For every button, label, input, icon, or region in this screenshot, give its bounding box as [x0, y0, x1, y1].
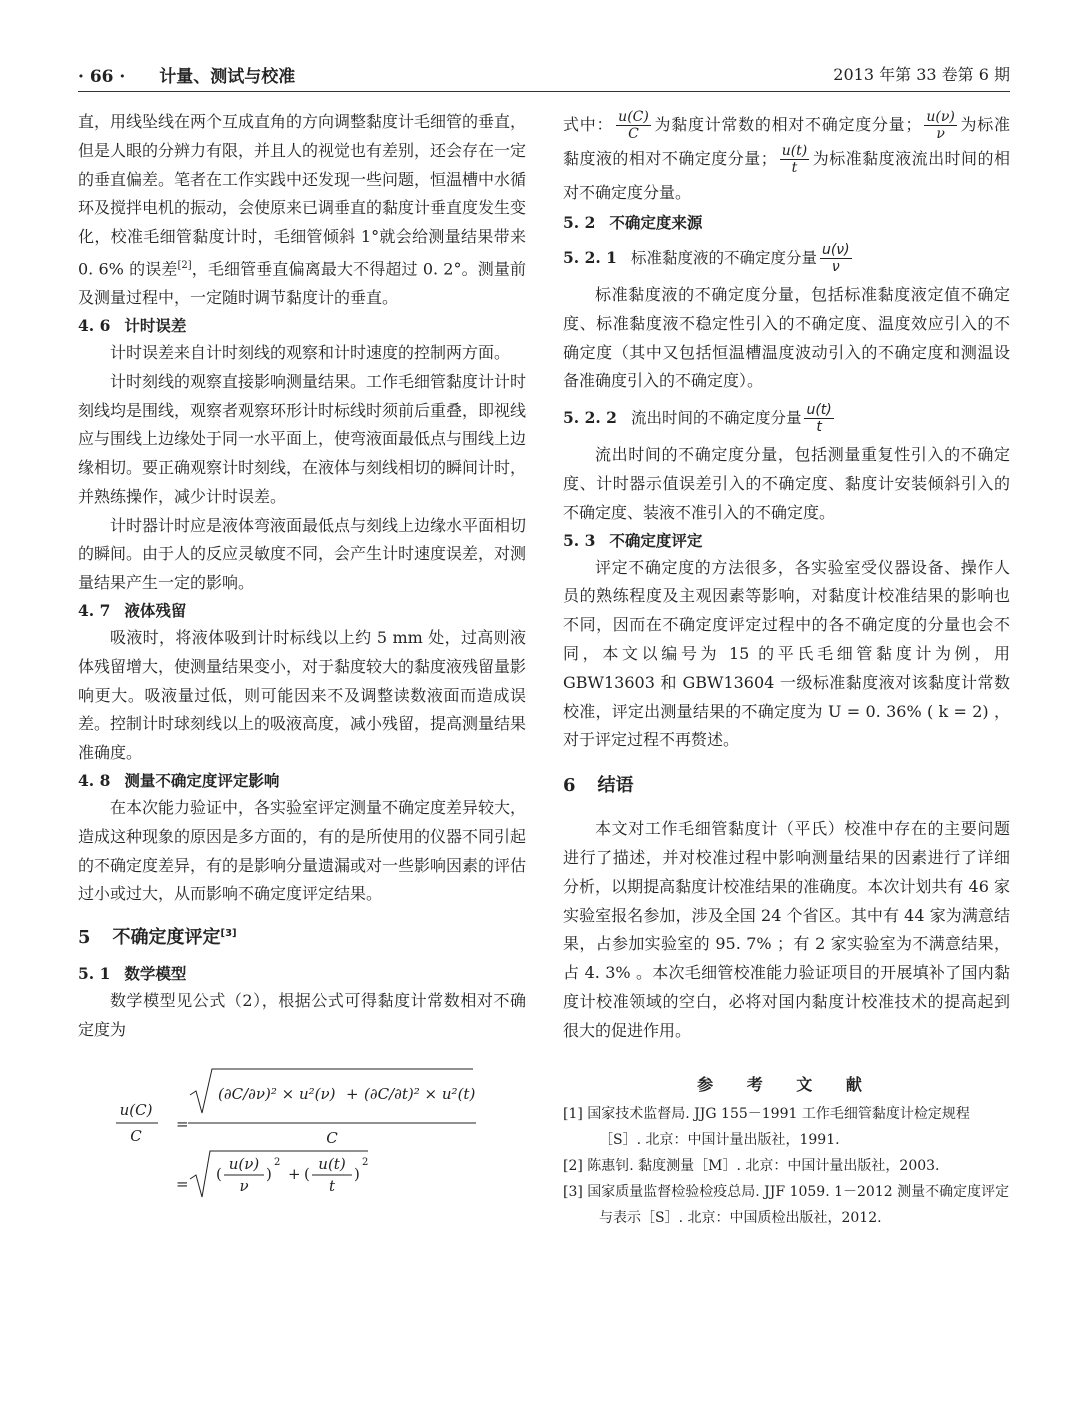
section-number: 5. 3 — [563, 530, 596, 550]
uncertainty-formula — [78, 1051, 526, 1201]
term-2: (∂C/∂t)² × u²(t) — [364, 1084, 476, 1103]
term-1: (∂C/∂ν)² × u²(ν) — [218, 1084, 336, 1103]
paragraph: 吸液时，将液体吸到计时标线以上约 5 mm 处，过高则液体残留增大，使测量结果变小，对于黏度较大的黏度液残留量影响更大。吸液量过低，则可能因来不及调整读数液面而造成误差。控制计时球刻线以上的吸液高度，减小残留，提高测量结果准确度。 — [78, 628, 527, 763]
section-number: 6 — [563, 775, 576, 797]
equals-sign-2: = — [176, 1174, 189, 1193]
section-heading-5-1 — [78, 961, 526, 987]
header-rule — [78, 91, 1010, 92]
section-heading-4-7 — [78, 598, 526, 624]
section-number: 4. 7 — [78, 601, 111, 621]
numerator: u(C) — [618, 109, 649, 125]
section-title: 标准黏度液的不确定度分量 — [630, 249, 817, 267]
reference-item: [2] 陈惠钊. 黏度测量［M］. 北京：中国计量出版社，2003. — [563, 1157, 940, 1174]
lhs-denominator: C — [130, 1126, 142, 1145]
plus-sign: + — [346, 1084, 359, 1103]
section-heading-6 — [563, 771, 1010, 801]
section-number: 5. 2. 1 — [563, 248, 617, 267]
section-title: 结语 — [597, 775, 634, 797]
ratio-1-den: ν — [239, 1176, 249, 1195]
section-heading-4-8 — [78, 768, 526, 794]
section-number: 5. 2. 2 — [563, 408, 617, 428]
section-heading-5-2-2 — [563, 402, 1010, 435]
paragraph-text: ，毛细管垂直偏离最大不得超过 0. 2°。测量前及测量过程中，一定随时调节黏度计的垂直。 — [78, 259, 526, 308]
section-heading-5-2 — [563, 210, 1010, 236]
svg-text:): ) — [354, 1164, 360, 1183]
section-number: 4. 8 — [78, 771, 111, 791]
paragraph-text: 为标准黏度液流出时间的相对不确定度分量。 — [563, 149, 1010, 202]
numerator: u(t) — [806, 402, 832, 419]
references-title: 参 考 文 献 — [697, 1074, 876, 1094]
ratio-2-num: u(t) — [318, 1154, 346, 1173]
paragraph-text: 为标准黏度液的相对不确定度分量； — [563, 115, 1010, 168]
paragraph-text: 式中： — [563, 115, 614, 134]
numerator: u(ν) — [821, 242, 850, 258]
svg-text:): ) — [266, 1164, 272, 1183]
paragraph-text: 直，用线坠线在两个互成直角的方向调整黏度计毛细管的垂直，但是人眼的分辨力有限，并且人的视觉也有差别，还会存在一定的垂直偏差。笔者在工作实践中还发现一些问题，恒温槽中水循环及搅拌电机的振动，会使原来已调垂直的黏度计垂直度发生变化，校准毛细管黏度计时，毛细管倾斜 1°就会给测量结果带来 0. 6% 的误差 — [78, 112, 527, 279]
svg-text:(: ( — [216, 1164, 222, 1183]
denominator: ν — [831, 259, 840, 275]
section-title: 计时误差 — [124, 316, 187, 335]
paragraph: 计时刻线的观察直接影响测量结果。工作毛细管黏度计计时刻线均是围线，观察者观察环形计时标线时须前后重叠，即视线应与围线上边缘处于同一水平面上，使弯液面最低点与围线上边缘相切。要正确观察计时刻线，在液体与刻线相切的瞬间计时，并熟练操作，减少计时误差。 — [78, 371, 527, 506]
paragraph-continued — [78, 108, 526, 313]
fraction-uC — [616, 109, 651, 142]
paragraph: 流出时间的不确定度分量，包括测量重复性引入的不确定度、计时器示值误差引入的不确定度、黏度计安装倾斜引入的不确定度、装液不准引入的不确定度。 — [563, 445, 1010, 522]
ratio-1-num: u(ν) — [228, 1154, 260, 1173]
section-title: 液体残留 — [124, 602, 187, 621]
header-left — [78, 62, 295, 87]
section-title: 测量不确定度评定影响 — [124, 772, 280, 791]
section-heading-5 — [78, 919, 526, 953]
section-title: 不确定度评定 — [609, 531, 703, 550]
section-title: 流出时间的不确定度分量 — [630, 409, 802, 428]
right-column — [563, 108, 1010, 1231]
section-title: 不确定度来源 — [609, 214, 703, 232]
fraction-ut — [804, 402, 833, 435]
left-column — [78, 108, 526, 1201]
journal-name: 计量、测试与校准 — [159, 67, 296, 87]
equals-sign: = — [176, 1114, 189, 1133]
denominator: ν — [936, 126, 945, 142]
svg-text:2: 2 — [274, 1156, 281, 1168]
issue-info: 2013 年第 33 卷第 6 期 — [833, 65, 1010, 84]
main-denominator: C — [326, 1128, 338, 1147]
section-heading-5-3 — [563, 528, 1010, 554]
section-number: 4. 6 — [78, 315, 111, 335]
paragraph: 标准黏度液的不确定度分量，包括标准黏度液定值不确定度、标准黏度液不稳定性引入的不确定度、温度效应引入的不确定度（其中又包括恒温槽温度波动引入的不确定度和测温设备准确度引入的不确定度）。 — [563, 285, 1010, 391]
citation: [3] — [220, 928, 237, 940]
fraction-unu — [820, 242, 852, 275]
svg-text:2: 2 — [362, 1156, 369, 1168]
variable-definitions — [563, 108, 1010, 210]
formula-graphic — [78, 1051, 526, 1201]
section-heading-5-2-1 — [563, 242, 1010, 275]
paragraph: 计时器计时应是液体弯液面最低点与刻线上边缘水平面相切的瞬间。由于人的反应灵敏度不同，会产生计时速度误差，对测量结果产生一定的影响。 — [78, 515, 527, 593]
svg-text:(: ( — [304, 1164, 310, 1183]
paragraph: 数学模型见公式（2），根据公式可得黏度计常数相对不确定度为 — [78, 991, 526, 1040]
denominator: t — [791, 160, 798, 176]
section-title: 数学模型 — [124, 965, 187, 984]
paragraph: 本文对工作毛细管黏度计（平氏）校准中存在的主要问题进行了描述，并对校准过程中影响测量结果的因素进行了详细分析，以期提高黏度计校准结果的准确度。本次计划共有 46 家实验室报名参加，涉及全国 24 个省区。其中有 44 家为满意结果，占参加实验室的 95. 7% ；有 2 家实验室为不满意结果，占 4. 3% 。本次毛细管校准能力验证项目的开展填补了国内黏度计校准领域的空白，必将对国内黏度计校准技术的提高起到很大的促进作用。 — [563, 819, 1010, 1040]
paragraph: 评定不确定度的方法很多，各实验室受仪器设备、操作人员的熟练程度及主观因素等影响，对黏度计校准结果的影响也不同，因而在不确定度评定过程中的各不确定度的分量也会不同，本文以编号为 15 的平氏毛细管黏度计为例，用 GBW13603 和 GBW13604 一级标准黏度液对该黏度计常数校准，评定出测量结果的不确定度为 U = 0. 36% ( k = 2) ，对于评定过程不再赘述。 — [563, 557, 1010, 750]
running-header — [78, 62, 1010, 90]
lhs-numerator: u(C) — [119, 1100, 153, 1119]
numerator: u(ν) — [926, 109, 955, 125]
reference-item: [1] 国家技术监督局. JJG 155－1991 工作毛细管黏度计检定规程［S］. 北京：中国计量出版社，1991. — [563, 1105, 970, 1148]
svg-text:+: + — [288, 1164, 301, 1183]
citation: [2] — [177, 259, 192, 271]
page-number: · 66 · — [78, 67, 126, 87]
paragraph: 计时误差来自计时刻线的观察和计时速度的控制两方面。 — [110, 342, 511, 362]
numerator: u(t) — [781, 143, 808, 159]
section-heading-4-6 — [78, 313, 526, 339]
denominator: C — [628, 126, 639, 142]
section-number: 5 — [78, 927, 91, 949]
fraction-unu — [924, 109, 956, 142]
paragraph: 在本次能力验证中，各实验室评定测量不确定度差异较大，造成这种现象的原因是多方面的，有的是所使用的仪器不同引起的不确定度差异，有的是影响分量遗漏或对一些影响因素的评估过小或过大，从而影响不确定度评定结果。 — [78, 798, 527, 904]
ratio-2-den: t — [328, 1176, 336, 1195]
paragraph-text: 为黏度计常数的相对不确定度分量； — [653, 115, 922, 134]
fraction-ut — [780, 143, 810, 176]
section-number: 5. 1 — [78, 964, 111, 984]
denominator: t — [816, 419, 822, 436]
reference-item: [3] 国家质量监督检验检疫总局. JJF 1059. 1－2012 测量不确定度评定与表示［S］. 北京：中国质检出版社，2012. — [563, 1183, 1010, 1226]
section-number: 5. 2 — [563, 213, 596, 232]
section-title: 不确定度评定 — [112, 927, 221, 949]
